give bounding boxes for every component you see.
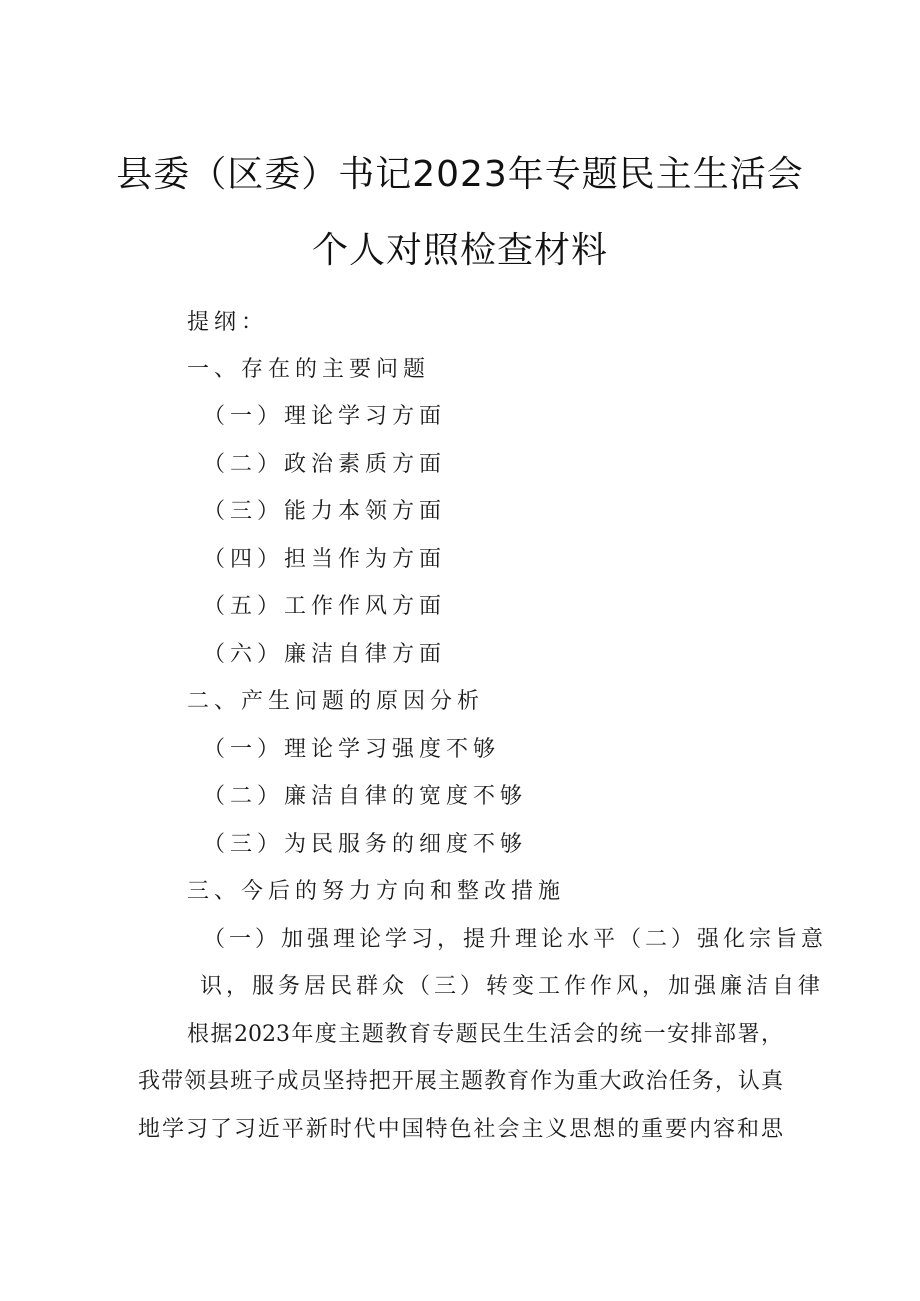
section-1-item: （五）工作作风方面 (203, 594, 447, 619)
section-2-item: （三）为民服务的细度不够 (203, 832, 528, 857)
document-title-line-2: 个人对照检查材料 (311, 230, 608, 271)
body-paragraph-line-3: 地学习了习近平新时代中国特色社会主义思想的重要内容和思 (138, 1117, 783, 1142)
section-2-heading: 二、产生问题的原因分析 (187, 689, 485, 714)
section-1-item: （三）能力本领方面 (203, 499, 447, 524)
body-paragraph-line-1: 根据2023年度主题教育专题民生生活会的统一安排部署， (187, 1022, 783, 1047)
section-3-line-1: （一）加强理论学习，提升理论水平（二）强化宗旨意 (203, 927, 828, 952)
section-1-item: （一）理论学习方面 (203, 404, 447, 429)
section-1-item: （四）担当作为方面 (203, 547, 447, 572)
outline-label: 提纲： (187, 310, 269, 335)
section-1-item: （二）政治素质方面 (203, 452, 447, 477)
section-2-item: （二）廉洁自律的宽度不够 (203, 784, 528, 809)
section-3-line-2: 识，服务居民群众（三）转变工作作风，加强廉洁自律 (200, 974, 825, 999)
section-1-item: （六）廉洁自律方面 (203, 642, 447, 667)
section-2-item: （一）理论学习强度不够 (203, 737, 501, 762)
section-3-heading: 三、今后的努力方向和整改措施 (187, 879, 566, 904)
body-paragraph-line-2: 我带领县班子成员坚持把开展主题教育作为重大政治任务，认真 (138, 1069, 783, 1094)
section-1-heading: 一、存在的主要问题 (187, 357, 431, 382)
document-title-line-1: 县委（区委）书记2023年专题民主生活会 (116, 154, 804, 195)
